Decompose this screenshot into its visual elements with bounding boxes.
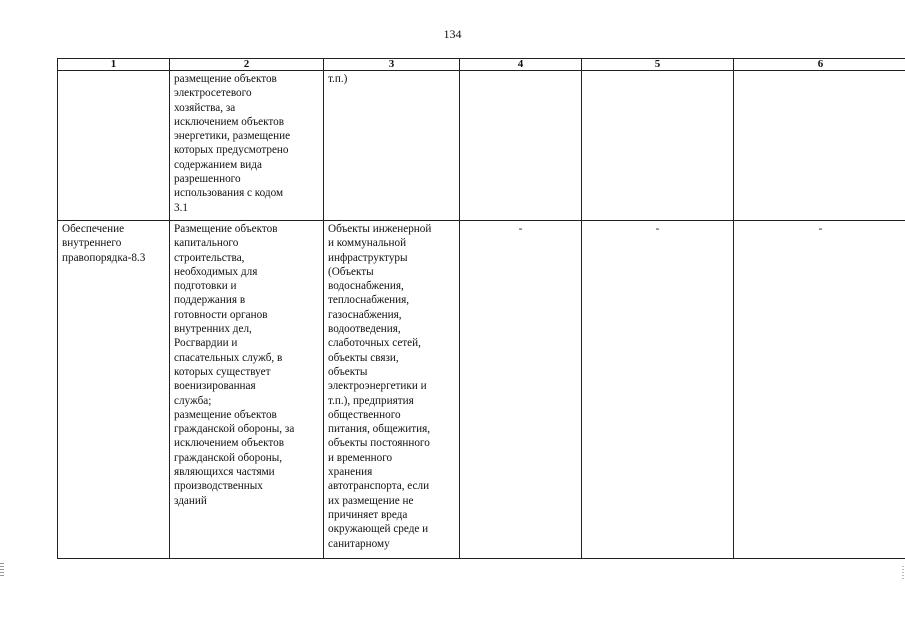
column-header: 4 bbox=[460, 59, 582, 71]
scan-edge-mark bbox=[0, 563, 4, 577]
column-header: 3 bbox=[324, 59, 460, 71]
table-cell-col6 bbox=[734, 71, 905, 221]
scan-edge-mark bbox=[902, 566, 904, 580]
table-row bbox=[58, 221, 905, 559]
column-header: 1 bbox=[58, 59, 170, 71]
table-cell-col4: - bbox=[460, 221, 582, 559]
table-cell-col6: - bbox=[734, 221, 905, 559]
table-cell-description: Размещение объектов капитального строительства, необходимых для подготовки и поддержания в готовности органов внутренних дел, Росгвардии и спасательных служб, в которых существует военизированная служба; размещение объектов гражданской обороны, за исключением объектов гражданской обороны, являющихся частями производственных зданий bbox=[170, 221, 324, 559]
table-cell-col5: - bbox=[582, 221, 734, 559]
table-cell-auxiliary-uses: т.п.) bbox=[324, 71, 460, 221]
page-number: 134 bbox=[443, 27, 462, 41]
zoning-table bbox=[57, 58, 905, 559]
column-header: 5 bbox=[582, 59, 734, 71]
table-cell-use-type: Обеспечение внутреннего правопорядка-8.3 bbox=[58, 221, 170, 559]
table-header-row bbox=[58, 59, 905, 71]
table-cell-col5 bbox=[582, 71, 734, 221]
table-cell-auxiliary-uses: Объекты инженерной и коммунальной инфраструктуры (Объекты водоснабжения, теплоснабжения, газоснабжения, водоотведения, слаботочных сетей, объекты связи, объекты электроэнергетики и т.п.), предприятия общественного питания, общежития, объекты постоянного и временного хранения автотранспорта, если их размещение не причиняет вреда окружающей среде и санитарному bbox=[324, 221, 460, 559]
column-header: 2 bbox=[170, 59, 324, 71]
table-cell-use-type bbox=[58, 71, 170, 221]
table-row bbox=[58, 71, 905, 221]
table-cell-col4 bbox=[460, 71, 582, 221]
table-cell-description: размещение объектов электросетевого хозяйства, за исключением объектов энергетики, размещение которых предусмотрено содержанием вида разрешенного использования с кодом 3.1 bbox=[170, 71, 324, 221]
column-header: 6 bbox=[734, 59, 905, 71]
